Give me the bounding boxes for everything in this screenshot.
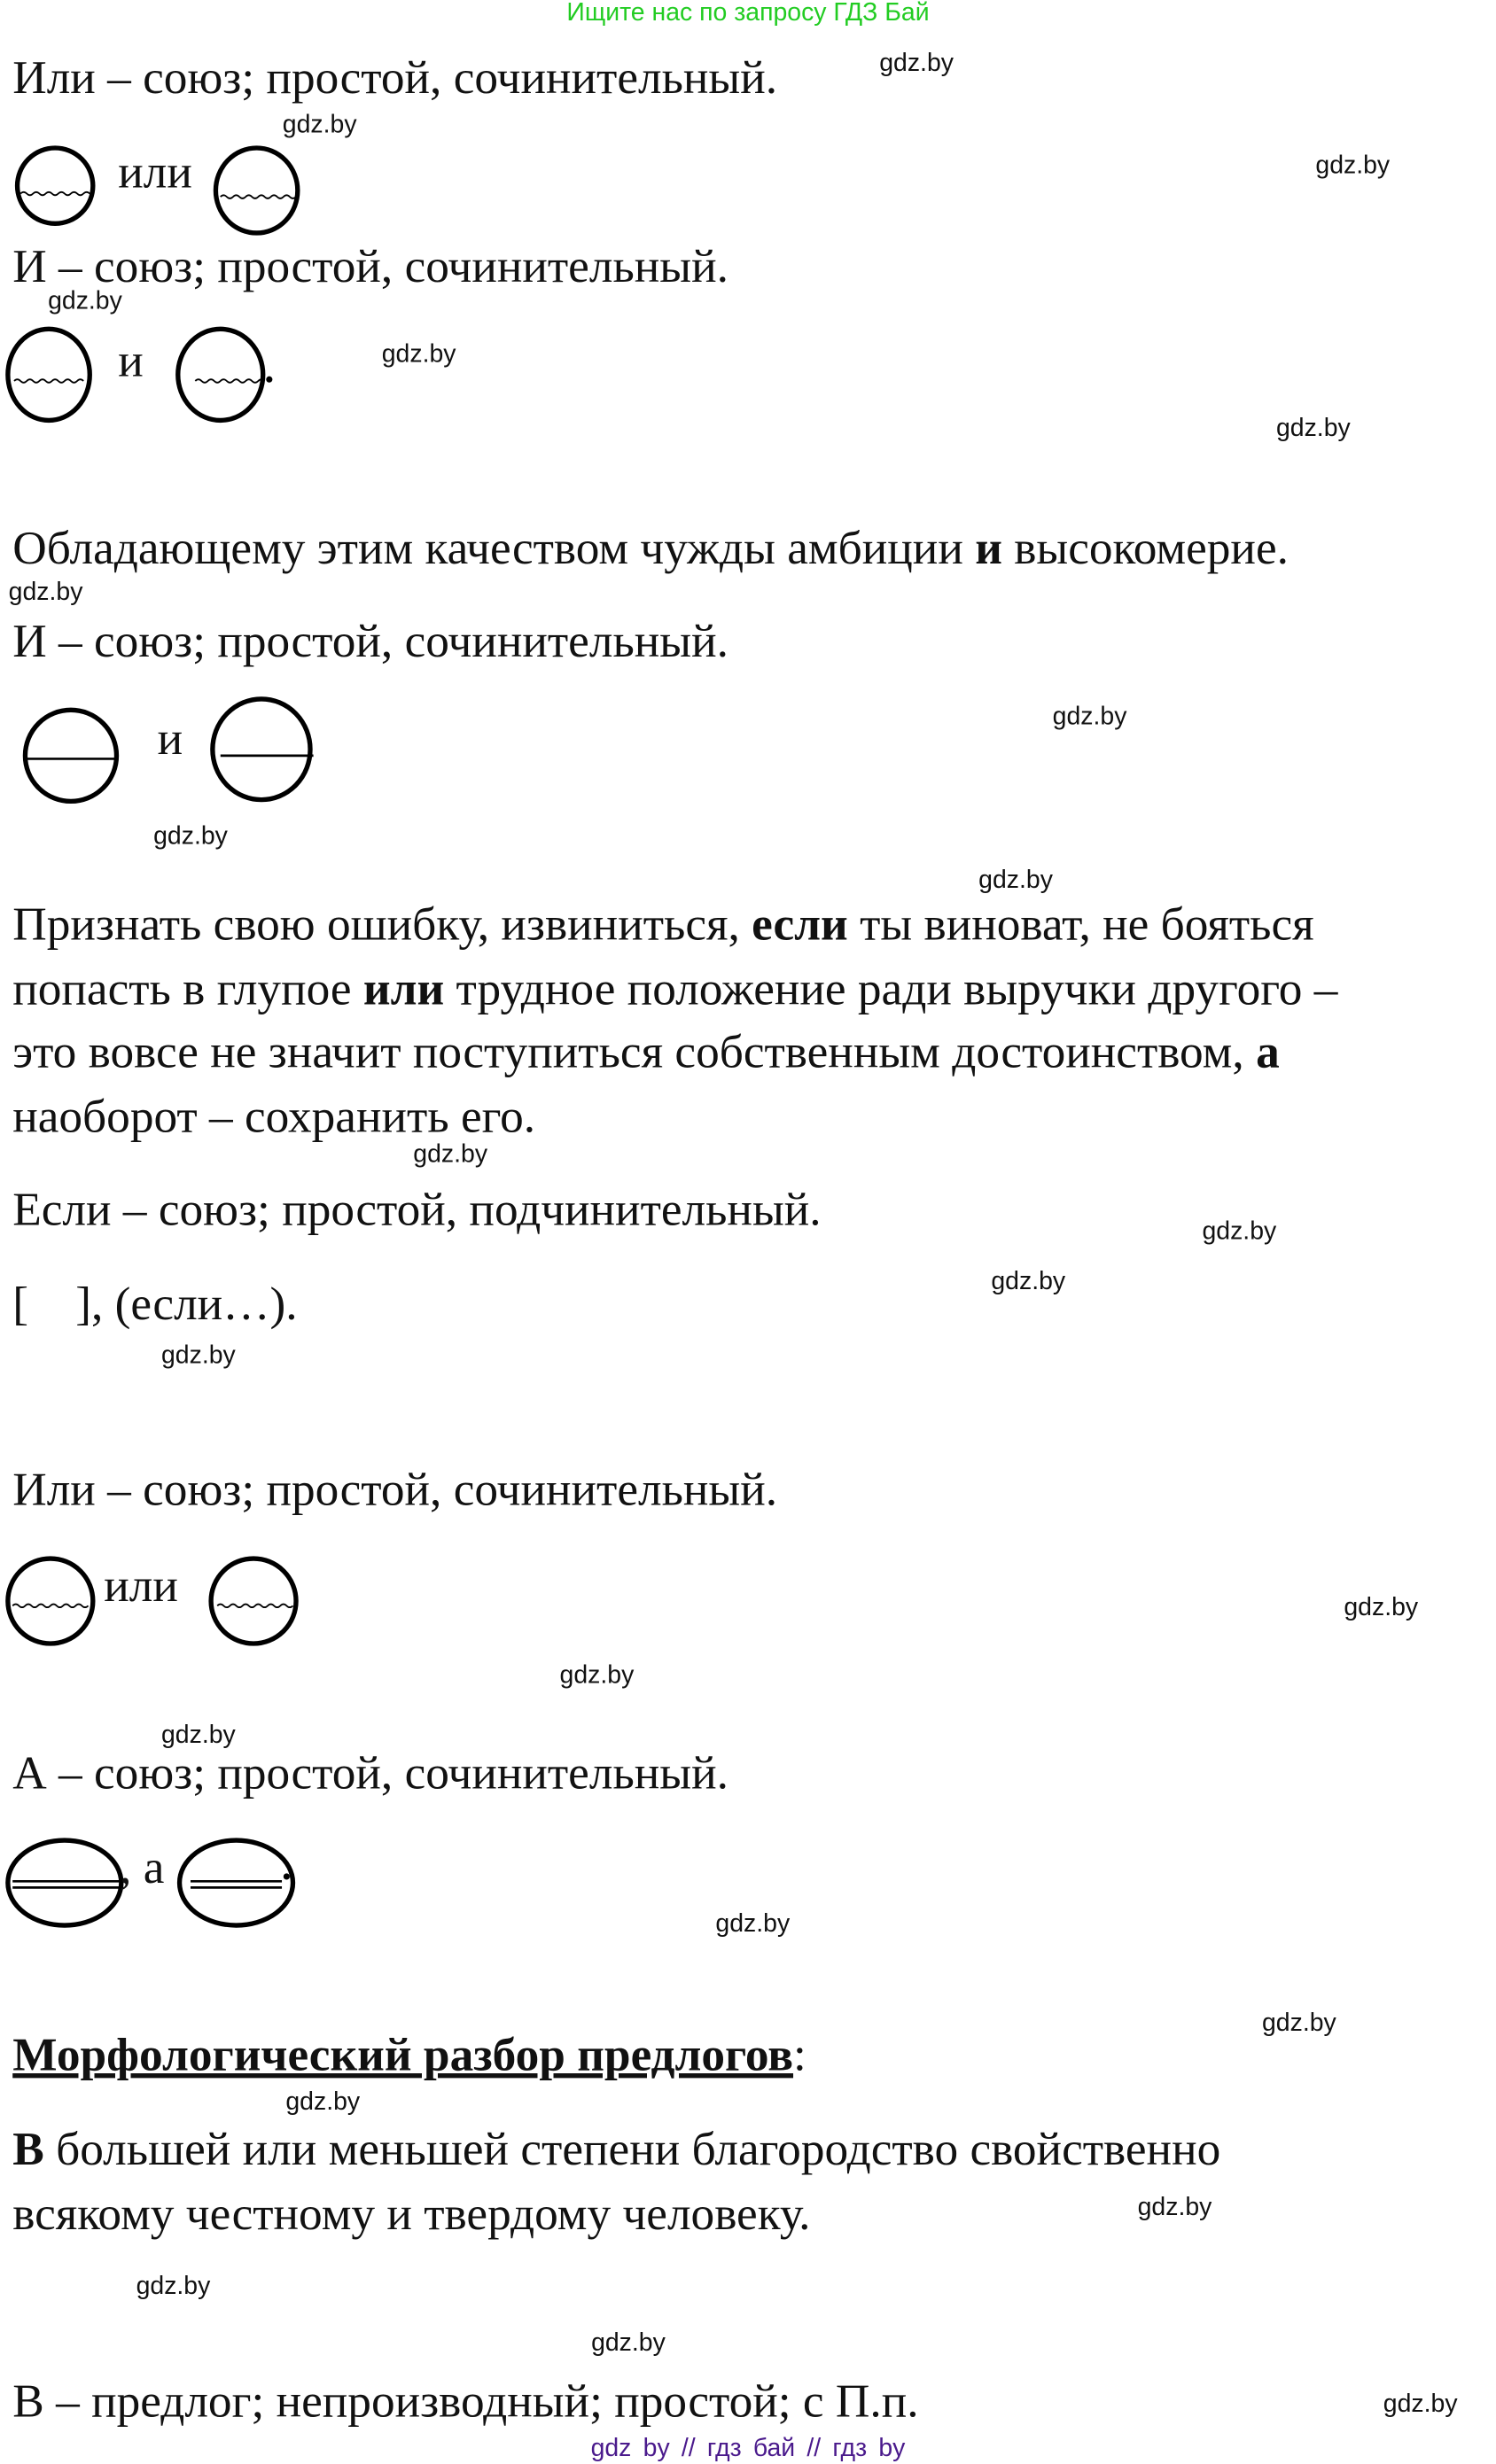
watermark: gdz.by — [715, 1911, 791, 1939]
watermark: gdz.by — [1052, 703, 1127, 731]
example-line-2: всякому честному и твердому человеку. — [12, 2188, 811, 2241]
watermark: gdz.by — [160, 1342, 236, 1370]
bold-preposition: В — [12, 2123, 44, 2176]
wavy-line — [217, 1605, 292, 1608]
conjunction-word: или — [104, 1559, 178, 1613]
watermark: gdz.by — [1261, 2009, 1336, 2038]
bold-conjunction: и — [975, 522, 1002, 575]
watermark: gdz.by — [1344, 1594, 1419, 1622]
line-ili-soyuz-2: Или – союз; простой, сочинительный. — [12, 1464, 778, 1517]
text-segment: Обладающему этим качеством чужды амбиции — [12, 522, 976, 575]
watermark: gdz.by — [591, 2329, 666, 2357]
clause-ellipse — [8, 1840, 121, 1925]
clause-circle — [215, 148, 297, 233]
watermark: gdz.by — [1137, 2194, 1212, 2222]
bold-conjunction: если — [752, 898, 848, 952]
conjunction-word: и — [118, 335, 144, 388]
paragraph-line-2 — [12, 963, 1337, 1016]
line-i-soyuz-2: И – союз; простой, сочинительный. — [12, 615, 729, 668]
text-segment: высокомерие. — [1001, 522, 1289, 575]
text-segment: ты виноват, не бояться — [847, 898, 1314, 952]
watermark: gdz.by — [413, 1141, 488, 1169]
watermark: gdz.by — [153, 823, 228, 851]
clause-ellipse — [180, 1840, 293, 1925]
bold-conjunction: а — [1256, 1026, 1280, 1079]
footer-banner: gdz by // гдз бай // гдз by — [590, 2435, 906, 2462]
conjunction-word: и — [157, 712, 183, 766]
wavy-line — [14, 379, 83, 383]
bold-conjunction: или — [362, 963, 445, 1016]
line-a-soyuz: А – союз; простой, сочинительный. — [12, 1747, 729, 1799]
line-i-soyuz: И – союз; простой, сочинительный. — [12, 240, 729, 293]
wavy-line — [221, 195, 296, 198]
line-v-predlog: В – предлог; непроизводный; простой; с П.п. — [12, 2375, 919, 2428]
watermark: gdz.by — [978, 867, 1053, 895]
scheme-i-circles — [0, 323, 315, 432]
paragraph-line-4: наоборот – сохранить его. — [12, 1091, 536, 1143]
clause-circle — [211, 1558, 296, 1644]
watermark: gdz.by — [160, 1722, 236, 1750]
watermark: gdz.by — [285, 2088, 361, 2117]
text-segment: попасть в глупое — [12, 963, 363, 1016]
clause-circle — [178, 329, 263, 420]
watermark: gdz.by — [1275, 416, 1351, 443]
watermark: gdz.by — [1202, 1218, 1277, 1246]
watermark: gdz.by — [48, 288, 122, 315]
clause-circle — [18, 148, 93, 223]
watermark: gdz.by — [559, 1662, 635, 1690]
wavy-line — [12, 1605, 88, 1608]
watermark: gdz.by — [8, 579, 83, 607]
text-segment: Признать свою ошибку, извиниться, — [12, 898, 752, 952]
text-segment: большей или меньшей степени благородство свойственно — [43, 2123, 1221, 2176]
scheme-esli: [ ], (если…). — [12, 1278, 298, 1331]
watermark: gdz.by — [879, 50, 954, 78]
watermark: gdz.by — [381, 341, 456, 369]
line-esli-soyuz: Если – союз; простой, подчинительный. — [12, 1184, 822, 1236]
clause-circle — [213, 699, 310, 800]
heading-colon: : — [793, 2029, 806, 2081]
line-ili-soyuz: Или – союз; простой, сочинительный. — [12, 51, 778, 105]
heading-text: Морфологический разбор предлогов — [12, 2029, 794, 2081]
paragraph-line-1 — [12, 899, 1313, 952]
wavy-line — [20, 192, 90, 196]
clause-circle — [25, 710, 116, 801]
wavy-line — [195, 379, 264, 383]
watermark: gdz.by — [136, 2273, 211, 2300]
watermark: gdz.by — [1383, 2390, 1458, 2419]
header-banner: Ищите нас по запросу ГДЗ Бай — [566, 0, 930, 27]
watermark: gdz.by — [991, 1269, 1066, 1296]
example-line-1 — [12, 2124, 1220, 2177]
section-heading — [12, 2029, 806, 2082]
period-dot — [284, 1873, 290, 1879]
watermark: gdz.by — [1315, 152, 1391, 180]
text-segment: это вовсе не значит поступиться собственным достоинством, — [12, 1026, 1257, 1079]
sentence-obladayushchemu — [12, 523, 1289, 576]
watermark: gdz.by — [282, 112, 357, 139]
conjunction-word: , а — [120, 1841, 165, 1894]
text-segment: трудное положение ради выручки другого – — [444, 963, 1338, 1016]
clause-circle — [8, 329, 90, 420]
paragraph-line-3 — [12, 1026, 1280, 1079]
conjunction-word: или — [118, 146, 192, 198]
period-dot — [266, 377, 272, 383]
clause-circle — [8, 1558, 93, 1644]
